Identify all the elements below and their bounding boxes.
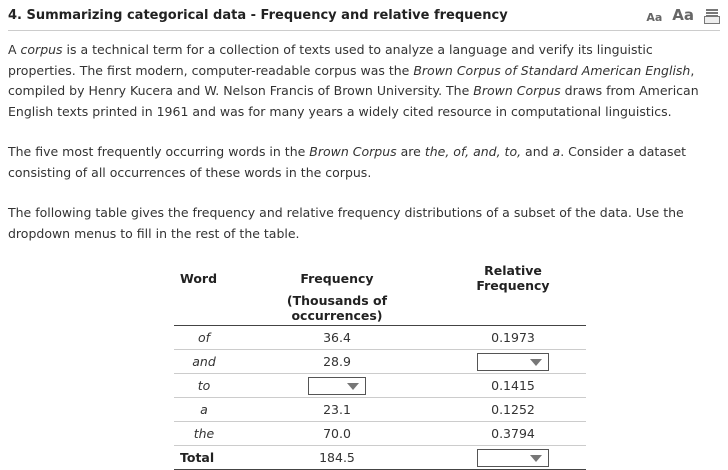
total-row	[174, 446, 586, 470]
table-row	[174, 374, 586, 398]
relative-frequency-cell	[440, 350, 586, 374]
total-relative-frequency-dropdown[interactable]	[477, 449, 549, 467]
paragraph-words	[8, 142, 723, 183]
text-segment: are	[396, 144, 425, 159]
relative-frequency-cell: 0.1973	[440, 326, 586, 350]
table-row	[174, 326, 586, 350]
frequency-cell	[234, 374, 440, 398]
dropdown-arrow-icon	[530, 359, 542, 366]
frequency-cell: 23.1	[234, 398, 440, 422]
text-segment: is a technical term for a collection of texts used to analyze a language and verify its linguistic properties. The first modern, computer-readable corpus was the	[8, 42, 653, 78]
emphasized-text: corpus	[20, 42, 63, 57]
text-segment: , compiled by Henry Kucera and W. Nelson Francis of Brown University. The	[8, 62, 695, 98]
emphasized-text: Brown Corpus	[473, 83, 561, 98]
relative-frequency-cell: 0.3794	[440, 422, 586, 446]
frequency-table	[174, 263, 586, 470]
paragraph-instructions	[8, 203, 723, 244]
frequency-cell: 36.4	[234, 326, 440, 350]
relative-frequency-cell: 0.1415	[440, 374, 586, 398]
question-title: 4. Summarizing categorical data - Frequency and relative frequency	[8, 8, 508, 23]
increase-font-button[interactable]: Aa	[672, 6, 694, 24]
total-label: Total	[174, 446, 234, 470]
emphasized-text: Brown Corpus	[309, 144, 397, 159]
text-segment: The five most frequently occurring words in the	[8, 144, 310, 159]
total-relative-frequency-cell	[440, 446, 586, 470]
print-icon[interactable]	[704, 8, 720, 24]
frequency-cell: 28.9	[234, 350, 440, 374]
decrease-font-button[interactable]: Aa	[646, 11, 663, 24]
emphasized-text: a	[552, 144, 561, 159]
text-segment: and	[521, 144, 553, 159]
text-segment: The following table gives the frequency and relative frequency distributions of a subset of the data. Use the dropdown menus to fill in the rest of the table.	[8, 205, 684, 241]
word-cell: to	[174, 374, 234, 398]
word-cell: of	[174, 326, 234, 350]
frequency-to-dropdown[interactable]	[308, 377, 366, 395]
col-header-spacer	[440, 293, 586, 326]
emphasized-text: the, of, and, to,	[424, 144, 522, 159]
word-cell: a	[174, 398, 234, 422]
word-cell: the	[174, 422, 234, 446]
relative-frequency-cell: 0.1252	[440, 398, 586, 422]
frequency-cell: 70.0	[234, 422, 440, 446]
table-row	[174, 398, 586, 422]
question-header	[8, 8, 720, 28]
table-row	[174, 350, 586, 374]
relative-frequency-and-dropdown[interactable]	[477, 353, 549, 371]
col-header-frequency: Frequency	[300, 270, 374, 286]
word-cell: and	[174, 350, 234, 374]
text-segment: . Consider a dataset consisting of all occurrences of these words in the corpus.	[8, 144, 687, 180]
emphasized-text: Brown Corpus of Standard American English	[413, 62, 691, 78]
col-header-relative-frequency: Relative Frequency	[476, 263, 550, 293]
col-header-word: Word	[180, 270, 218, 286]
total-frequency-cell: 184.5	[234, 446, 440, 470]
dropdown-arrow-icon	[530, 455, 542, 462]
table-row	[174, 422, 586, 446]
header-divider	[8, 30, 720, 31]
col-header-spacer	[174, 293, 234, 326]
col-header-frequency-sub: (Thousands of occurrences)	[234, 293, 440, 326]
paragraph-intro	[8, 40, 723, 122]
toolbar	[646, 6, 720, 24]
dropdown-arrow-icon	[347, 383, 359, 390]
text-segment: draws from American English texts printed in 1961 and was for many years a widely cited resource in computational linguistics.	[8, 83, 699, 119]
text-segment: A	[8, 42, 21, 57]
